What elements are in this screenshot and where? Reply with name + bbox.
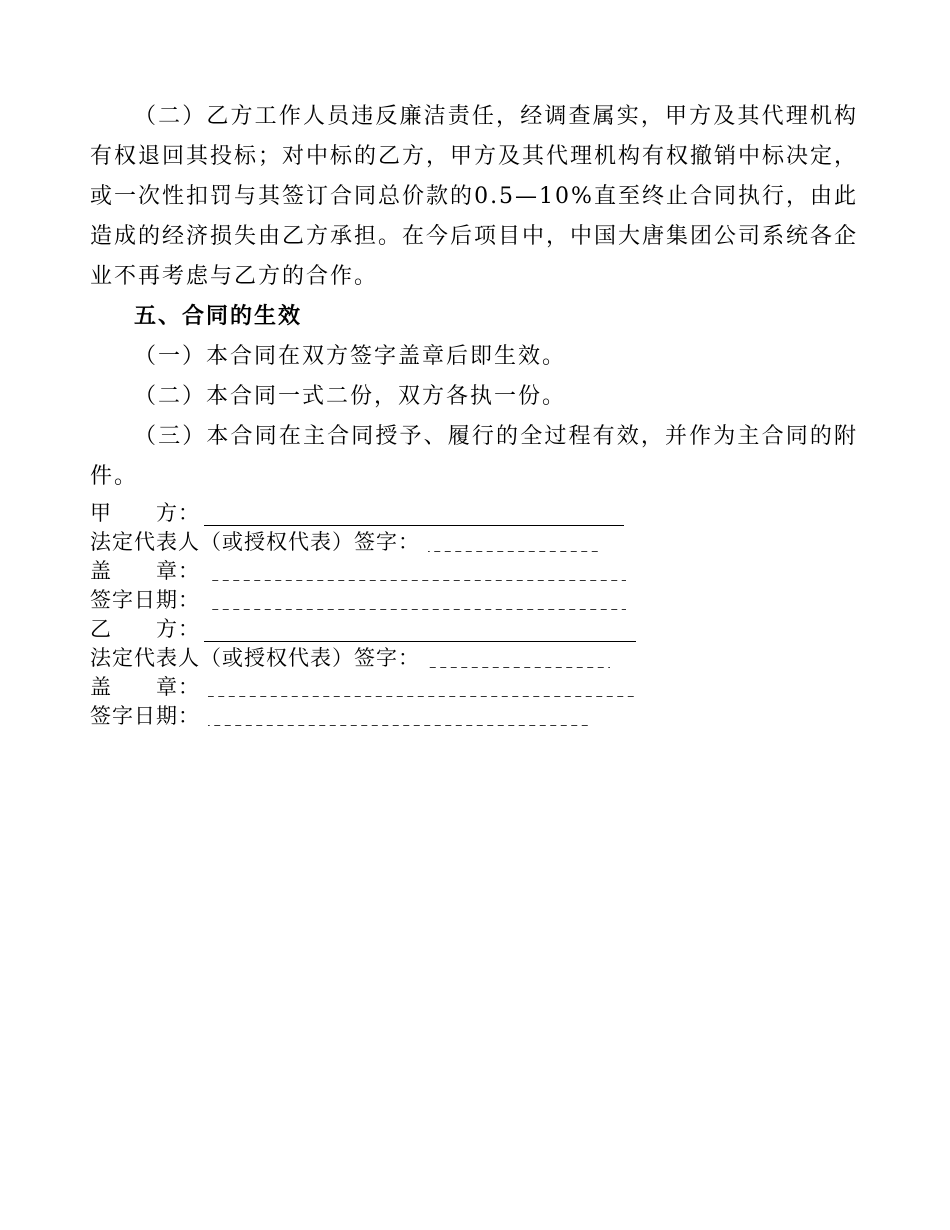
party-b-rep-signature-line	[428, 656, 610, 668]
party-a-row	[90, 497, 858, 526]
party-b-label: 乙 方：	[90, 617, 200, 641]
party-b-rep-row	[90, 642, 858, 671]
document-page	[90, 97, 858, 729]
party-b-date-line	[208, 714, 588, 726]
signature-block	[90, 497, 858, 729]
party-a-date-line	[208, 598, 626, 610]
party-a-label: 甲 方：	[90, 501, 200, 525]
clause-item-3: （三）本合同在主合同授予、履行的全过程有效，并作为主合同的附件。	[90, 424, 858, 489]
party-a-rep-signature-line	[428, 540, 598, 552]
party-b-seal-row	[90, 671, 858, 700]
party-a-date-row	[90, 584, 858, 613]
party-a-name-line	[204, 505, 624, 526]
clause-item-2: （二）本合同一式二份，双方各执一份。	[134, 384, 567, 409]
section-heading-effectiveness: 五、合同的生效	[134, 304, 303, 329]
party-b-name-line	[204, 621, 636, 642]
party-b-rep-label: 法定代表人（或授权代表）签字：	[90, 646, 420, 670]
party-b-seal-label: 盖 章：	[90, 675, 200, 699]
party-a-rep-label: 法定代表人（或授权代表）签字：	[90, 530, 420, 554]
liability-paragraph: （二）乙方工作人员违反廉洁责任，经调查属实，甲方及其代理机构有权退回其投标；对中标的乙方，甲方及其代理机构有权撤销中标决定，或一次性扣罚与其签订合同总价款的0.5—10%直至终止合同执行，由此造成的经济损失由乙方承担。在今后项目中，中国大唐集团公司系统各企业不再考虑与乙方的合作。	[90, 104, 859, 289]
party-b-date-row	[90, 700, 858, 729]
party-b-row	[90, 613, 858, 642]
party-a-seal-row	[90, 555, 858, 584]
party-a-rep-row	[90, 526, 858, 555]
party-a-seal-line	[208, 569, 626, 581]
party-a-seal-label: 盖 章：	[90, 559, 200, 583]
party-b-date-label: 签字日期：	[90, 704, 200, 728]
party-a-date-label: 签字日期：	[90, 588, 200, 612]
clause-item-1: （一）本合同在双方签字盖章后即生效。	[134, 344, 567, 369]
party-b-seal-line	[208, 685, 638, 697]
